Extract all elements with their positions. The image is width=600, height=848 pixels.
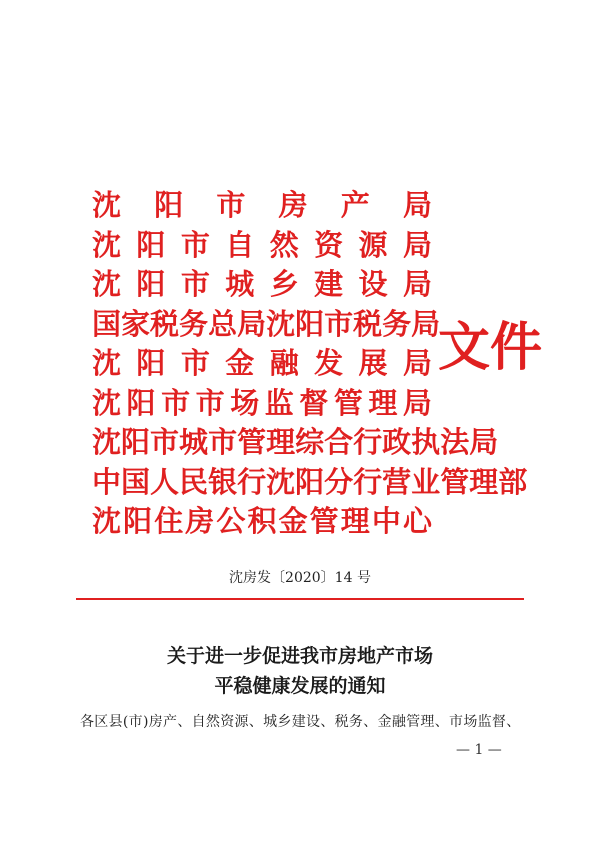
- issuer-char: 局: [402, 267, 432, 301]
- issuer-char: 金: [278, 504, 308, 538]
- issuer-char: 建: [314, 267, 344, 301]
- issuer-char: 房: [278, 188, 308, 222]
- page-number: — 1 —: [456, 742, 502, 758]
- issuer-char: 阳: [154, 188, 184, 222]
- issuer-char: 市: [208, 425, 238, 459]
- issuer-char: 融: [269, 346, 299, 380]
- issuer-char: 中: [92, 464, 122, 499]
- issuer-char: 分: [324, 464, 354, 499]
- issuer-char: 行: [353, 464, 383, 499]
- document-number: 沈房发〔2020〕14 号: [229, 570, 371, 586]
- issuer-char: 局: [402, 346, 432, 380]
- issuer-line: [92, 423, 499, 463]
- issuer-char: 沈: [92, 267, 122, 301]
- issuer-char: 政: [382, 425, 412, 459]
- issuer-char: 展: [358, 346, 388, 380]
- issuer-char: 局: [411, 306, 441, 341]
- issuer-char: 场: [230, 385, 260, 420]
- issuer-char: 市: [324, 306, 354, 341]
- salutation-text: 各区县(市)房产、自然资源、城乡建设、税务、金融管理、市场监督、: [80, 714, 521, 730]
- issuer-char: 管: [237, 425, 267, 459]
- issuer-char: 人: [150, 464, 180, 499]
- issuer-char: 市: [161, 385, 191, 420]
- issuer-char: 综: [295, 425, 325, 459]
- issuer-char: 局: [469, 425, 499, 459]
- issuer-char: 税: [150, 306, 180, 341]
- issuer-char: 阳: [295, 464, 325, 499]
- issuer-char: 公: [216, 504, 246, 538]
- issuer-char: 源: [358, 227, 388, 262]
- issuer-char: 积: [247, 504, 277, 538]
- issuer-char: 监: [264, 385, 294, 420]
- document-suffix: 文件: [438, 317, 543, 378]
- issuer-line: [92, 226, 432, 266]
- issuer-char: 税: [353, 306, 383, 341]
- issuer-char: 阳: [136, 227, 166, 262]
- red-divider-line: [76, 598, 524, 600]
- issuer-char: 阳: [126, 385, 156, 420]
- issuer-char: 市: [180, 346, 210, 380]
- issuer-char: 沈: [92, 346, 122, 380]
- issuer-char: 民: [179, 464, 209, 499]
- issuer-char: 自: [225, 227, 255, 262]
- issuer-line: [92, 305, 441, 345]
- issuer-char: 业: [411, 464, 441, 499]
- issuer-char: 阳: [295, 306, 325, 341]
- issuer-char: 市: [216, 188, 246, 222]
- issuer-char: 沈: [92, 504, 122, 538]
- issuer-char: 局: [402, 227, 432, 262]
- issuer-char: 阳: [123, 504, 153, 538]
- issuer-char: 理: [368, 385, 398, 420]
- issuer-char: 行: [353, 425, 383, 459]
- issuer-char: 总: [208, 306, 238, 341]
- issuer-char: 沈: [92, 227, 122, 262]
- issuer-char: 银: [208, 464, 238, 499]
- issuer-char: 理: [340, 504, 370, 538]
- issuer-char: 住: [154, 504, 184, 538]
- issuer-char: 然: [269, 227, 299, 262]
- issuer-char: 中: [371, 504, 401, 538]
- issuer-char: 家: [121, 306, 151, 341]
- issuer-char: 国: [92, 306, 122, 341]
- issuer-char: 法: [440, 425, 470, 459]
- issuer-line: [92, 502, 432, 542]
- issuer-char: 设: [358, 267, 388, 301]
- issuer-char: 沈: [92, 188, 122, 222]
- issuer-char: 管: [440, 464, 470, 499]
- issuer-char: 督: [299, 385, 329, 420]
- issuer-line: [92, 186, 432, 226]
- issuer-char: 沈: [92, 425, 122, 459]
- issuer-char: 阳: [121, 425, 151, 459]
- issuer-char: 局: [237, 306, 267, 341]
- issuer-line: [92, 384, 432, 424]
- issuer-char: 沈: [266, 464, 296, 499]
- issuer-char: 务: [382, 306, 412, 341]
- issuer-char: 市: [180, 227, 210, 262]
- issuer-char: 合: [324, 425, 354, 459]
- issuer-line: [92, 265, 432, 305]
- issuer-char: 沈: [266, 306, 296, 341]
- issuer-char: 市: [180, 267, 210, 301]
- issuer-char: 务: [179, 306, 209, 341]
- issuer-char: 国: [121, 464, 151, 499]
- issuer-char: 营: [382, 464, 412, 499]
- issuer-line: [92, 344, 432, 384]
- issuer-char: 局: [402, 385, 432, 420]
- issuer-char: 阳: [136, 267, 166, 301]
- issuer-char: 城: [225, 267, 255, 301]
- issuer-char: 金: [225, 346, 255, 380]
- issuer-char: 产: [340, 188, 370, 222]
- issuer-char: 市: [195, 385, 225, 420]
- document-title-line-1: 关于进一步促进我市房地产市场: [166, 645, 433, 667]
- issuer-char: 城: [179, 425, 209, 459]
- document-title-line-2: 平稳健康发展的通知: [214, 675, 386, 697]
- issuer-char: 房: [185, 504, 215, 538]
- issuer-char: 管: [333, 385, 363, 420]
- issuer-char: 市: [150, 425, 180, 459]
- issuer-char: 理: [266, 425, 296, 459]
- issuer-char: 管: [309, 504, 339, 538]
- issuer-line: [92, 463, 528, 503]
- issuer-char: 沈: [92, 385, 122, 420]
- issuer-char: 资: [314, 227, 344, 262]
- issuer-char: 理: [469, 464, 499, 499]
- issuer-char: 发: [314, 346, 344, 380]
- issuer-char: 执: [411, 425, 441, 459]
- issuer-char: 阳: [136, 346, 166, 380]
- issuer-char: 乡: [269, 267, 299, 301]
- issuer-char: 行: [237, 464, 267, 499]
- issuer-char: 部: [498, 464, 528, 499]
- issuer-char: 心: [402, 504, 432, 538]
- issuer-char: 局: [402, 188, 432, 222]
